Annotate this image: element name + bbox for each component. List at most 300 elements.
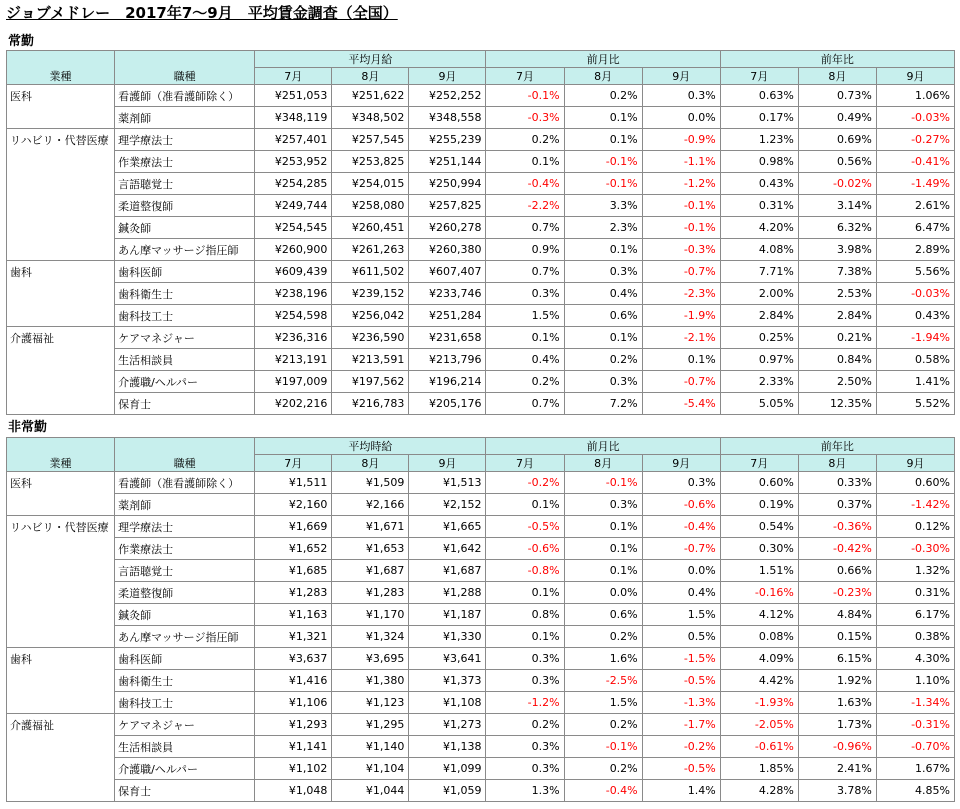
mom-cell: 0.5%	[642, 626, 720, 648]
mom-header: 前月比	[486, 51, 720, 68]
table-row	[7, 327, 955, 349]
mom-cell: 0.2%	[564, 758, 642, 780]
table-row	[7, 261, 955, 283]
wage-cell: ¥257,401	[255, 129, 332, 151]
yoy-cell: 4.42%	[720, 670, 798, 692]
month-header: 8月	[798, 68, 876, 85]
yoy-cell: -0.31%	[876, 714, 954, 736]
wage-cell: ¥3,695	[332, 648, 409, 670]
yoy-cell: 4.30%	[876, 648, 954, 670]
wage-header: 平均時給	[255, 438, 486, 455]
mom-cell: 0.3%	[564, 261, 642, 283]
job-cell: 歯科医師	[115, 261, 255, 283]
yoy-cell: 2.84%	[798, 305, 876, 327]
table-row	[7, 85, 955, 107]
mom-cell: -0.1%	[564, 173, 642, 195]
mom-cell: 0.7%	[486, 261, 564, 283]
mom-cell: -0.4%	[564, 780, 642, 802]
mom-cell: 0.3%	[486, 648, 564, 670]
wage-cell: ¥609,439	[255, 261, 332, 283]
mom-cell: -1.2%	[642, 173, 720, 195]
mom-cell: 0.8%	[486, 604, 564, 626]
mom-cell: -0.1%	[564, 151, 642, 173]
mom-cell: 0.1%	[564, 560, 642, 582]
wage-cell: ¥238,196	[255, 283, 332, 305]
yoy-cell: 2.61%	[876, 195, 954, 217]
mom-cell: 0.1%	[564, 516, 642, 538]
wage-cell: ¥213,191	[255, 349, 332, 371]
wage-cell: ¥1,511	[255, 472, 332, 494]
wage-cell: ¥1,685	[255, 560, 332, 582]
month-header: 7月	[255, 455, 332, 472]
yoy-cell: -0.96%	[798, 736, 876, 758]
yoy-cell: 0.58%	[876, 349, 954, 371]
table-row	[7, 283, 955, 305]
yoy-cell: 4.28%	[720, 780, 798, 802]
wage-cell: ¥251,284	[409, 305, 486, 327]
wage-cell: ¥1,102	[255, 758, 332, 780]
yoy-cell: 0.49%	[798, 107, 876, 129]
wage-cell: ¥231,658	[409, 327, 486, 349]
job-cell: 生活相談員	[115, 736, 255, 758]
wage-cell: ¥1,330	[409, 626, 486, 648]
job-cell: 歯科衛生士	[115, 283, 255, 305]
category-header: 業種	[7, 438, 115, 472]
wage-cell: ¥251,622	[332, 85, 409, 107]
wage-cell: ¥254,285	[255, 173, 332, 195]
wage-cell: ¥1,283	[255, 582, 332, 604]
job-cell: 生活相談員	[115, 349, 255, 371]
mom-cell: -1.7%	[642, 714, 720, 736]
wage-cell: ¥1,106	[255, 692, 332, 714]
mom-cell: 0.2%	[564, 349, 642, 371]
mom-cell: 0.3%	[486, 758, 564, 780]
mom-cell: 0.1%	[564, 538, 642, 560]
yoy-cell: 0.38%	[876, 626, 954, 648]
yoy-cell: 3.98%	[798, 239, 876, 261]
table-row	[7, 582, 955, 604]
mom-cell: 0.3%	[486, 670, 564, 692]
mom-cell: 0.3%	[486, 283, 564, 305]
table-row	[7, 780, 955, 802]
mom-cell: 1.5%	[642, 604, 720, 626]
yoy-cell: 6.15%	[798, 648, 876, 670]
job-cell: 柔道整復師	[115, 582, 255, 604]
yoy-cell: -2.05%	[720, 714, 798, 736]
job-cell: 保育士	[115, 780, 255, 802]
yoy-cell: 0.69%	[798, 129, 876, 151]
wage-cell: ¥255,239	[409, 129, 486, 151]
wage-cell: ¥1,416	[255, 670, 332, 692]
yoy-cell: 6.17%	[876, 604, 954, 626]
mom-cell: 0.2%	[486, 129, 564, 151]
wage-cell: ¥216,783	[332, 393, 409, 415]
wage-cell: ¥1,170	[332, 604, 409, 626]
month-header: 9月	[876, 455, 954, 472]
mom-cell: 1.5%	[564, 692, 642, 714]
yoy-cell: -0.70%	[876, 736, 954, 758]
mom-cell: 0.3%	[564, 371, 642, 393]
mom-cell: -0.1%	[564, 736, 642, 758]
mom-cell: 0.4%	[564, 283, 642, 305]
yoy-cell: 4.20%	[720, 217, 798, 239]
wage-cell: ¥256,042	[332, 305, 409, 327]
job-cell: 歯科衛生士	[115, 670, 255, 692]
yoy-cell: 2.50%	[798, 371, 876, 393]
wage-cell: ¥1,141	[255, 736, 332, 758]
mom-cell: -1.2%	[486, 692, 564, 714]
job-cell: 言語聴覚士	[115, 560, 255, 582]
yoy-cell: 1.51%	[720, 560, 798, 582]
yoy-cell: 1.23%	[720, 129, 798, 151]
job-cell: 鍼灸師	[115, 217, 255, 239]
table-row	[7, 714, 955, 736]
wage-cell: ¥1,293	[255, 714, 332, 736]
mom-cell: -0.7%	[642, 538, 720, 560]
wage-cell: ¥1,687	[409, 560, 486, 582]
wage-cell: ¥1,059	[409, 780, 486, 802]
job-cell: あん摩マッサージ指圧師	[115, 626, 255, 648]
mom-cell: -0.6%	[486, 538, 564, 560]
yoy-cell: 6.47%	[876, 217, 954, 239]
wage-cell: ¥202,216	[255, 393, 332, 415]
wage-cell: ¥257,545	[332, 129, 409, 151]
yoy-cell: -1.93%	[720, 692, 798, 714]
mom-cell: -0.1%	[564, 472, 642, 494]
yoy-cell: 5.52%	[876, 393, 954, 415]
wage-cell: ¥1,380	[332, 670, 409, 692]
job-cell: 薬剤師	[115, 107, 255, 129]
mom-cell: -1.5%	[642, 648, 720, 670]
month-header: 7月	[255, 68, 332, 85]
mom-cell: -2.5%	[564, 670, 642, 692]
wage-cell: ¥607,407	[409, 261, 486, 283]
wage-cell: ¥252,252	[409, 85, 486, 107]
wage-cell: ¥253,952	[255, 151, 332, 173]
yoy-header: 前年比	[720, 438, 954, 455]
wage-cell: ¥257,825	[409, 195, 486, 217]
wage-cell: ¥260,900	[255, 239, 332, 261]
job-cell: 作業療法士	[115, 151, 255, 173]
yoy-cell: 0.43%	[720, 173, 798, 195]
wage-header: 平均月給	[255, 51, 486, 68]
job-cell: 歯科医師	[115, 648, 255, 670]
yoy-cell: 0.08%	[720, 626, 798, 648]
yoy-cell: 0.98%	[720, 151, 798, 173]
mom-cell: 0.3%	[642, 85, 720, 107]
yoy-cell: 2.41%	[798, 758, 876, 780]
mom-cell: 0.3%	[642, 472, 720, 494]
yoy-cell: 0.63%	[720, 85, 798, 107]
wage-cell: ¥2,166	[332, 494, 409, 516]
yoy-cell: -0.16%	[720, 582, 798, 604]
yoy-cell: 1.32%	[876, 560, 954, 582]
category-cell: 歯科	[7, 261, 115, 327]
table-row	[7, 670, 955, 692]
yoy-cell: -0.02%	[798, 173, 876, 195]
job-cell: あん摩マッサージ指圧師	[115, 239, 255, 261]
category-cell: 歯科	[7, 648, 115, 714]
table-row	[7, 239, 955, 261]
wage-cell: ¥249,744	[255, 195, 332, 217]
wage-cell: ¥1,653	[332, 538, 409, 560]
job-header: 職種	[115, 51, 255, 85]
yoy-cell: 5.05%	[720, 393, 798, 415]
wage-cell: ¥1,652	[255, 538, 332, 560]
wage-cell: ¥348,502	[332, 107, 409, 129]
wage-cell: ¥205,176	[409, 393, 486, 415]
wage-cell: ¥1,099	[409, 758, 486, 780]
yoy-cell: 1.92%	[798, 670, 876, 692]
yoy-cell: -0.41%	[876, 151, 954, 173]
mom-cell: 1.5%	[486, 305, 564, 327]
mom-cell: -0.5%	[486, 516, 564, 538]
mom-cell: 0.3%	[486, 736, 564, 758]
job-cell: 看護師（准看護師除く）	[115, 472, 255, 494]
wage-cell: ¥1,044	[332, 780, 409, 802]
mom-cell: -0.2%	[642, 736, 720, 758]
yoy-cell: -1.49%	[876, 173, 954, 195]
month-header: 9月	[642, 68, 720, 85]
mom-cell: -1.3%	[642, 692, 720, 714]
wage-cell: ¥348,558	[409, 107, 486, 129]
wage-cell: ¥1,283	[332, 582, 409, 604]
yoy-cell: 0.43%	[876, 305, 954, 327]
wage-cell: ¥1,665	[409, 516, 486, 538]
wage-cell: ¥611,502	[332, 261, 409, 283]
table-row	[7, 129, 955, 151]
mom-cell: 0.7%	[486, 393, 564, 415]
job-cell: ケアマネジャー	[115, 714, 255, 736]
month-header: 7月	[486, 68, 564, 85]
yoy-header: 前年比	[720, 51, 954, 68]
yoy-cell: 7.38%	[798, 261, 876, 283]
wage-cell: ¥1,123	[332, 692, 409, 714]
yoy-cell: 0.60%	[876, 472, 954, 494]
mom-cell: 0.2%	[486, 714, 564, 736]
yoy-cell: 2.89%	[876, 239, 954, 261]
wage-cell: ¥1,163	[255, 604, 332, 626]
yoy-cell: 0.66%	[798, 560, 876, 582]
category-cell: リハビリ・代替医療	[7, 516, 115, 648]
month-header: 8月	[332, 68, 409, 85]
mom-cell: -0.1%	[642, 217, 720, 239]
wage-cell: ¥197,009	[255, 371, 332, 393]
wage-cell: ¥213,591	[332, 349, 409, 371]
job-cell: 歯科技工士	[115, 305, 255, 327]
mom-cell: 0.6%	[564, 305, 642, 327]
mom-cell: 0.1%	[486, 327, 564, 349]
yoy-cell: -0.23%	[798, 582, 876, 604]
table-row	[7, 195, 955, 217]
mom-cell: -0.4%	[486, 173, 564, 195]
yoy-cell: -0.03%	[876, 283, 954, 305]
mom-cell: -0.3%	[486, 107, 564, 129]
job-cell: 柔道整復師	[115, 195, 255, 217]
mom-cell: -0.1%	[642, 195, 720, 217]
yoy-cell: 0.19%	[720, 494, 798, 516]
mom-cell: -2.2%	[486, 195, 564, 217]
mom-cell: -1.9%	[642, 305, 720, 327]
yoy-cell: 1.73%	[798, 714, 876, 736]
yoy-cell: 0.84%	[798, 349, 876, 371]
mom-cell: -0.3%	[642, 239, 720, 261]
month-header: 9月	[409, 455, 486, 472]
mom-cell: 0.1%	[564, 107, 642, 129]
yoy-cell: 4.85%	[876, 780, 954, 802]
yoy-cell: 0.25%	[720, 327, 798, 349]
yoy-cell: -0.03%	[876, 107, 954, 129]
yoy-cell: -1.42%	[876, 494, 954, 516]
month-header: 9月	[876, 68, 954, 85]
parttime-wage-table	[6, 437, 955, 802]
yoy-cell: -0.30%	[876, 538, 954, 560]
table-row	[7, 604, 955, 626]
mom-cell: 0.2%	[564, 626, 642, 648]
yoy-cell: 1.85%	[720, 758, 798, 780]
job-cell: 看護師（准看護師除く）	[115, 85, 255, 107]
yoy-cell: 0.37%	[798, 494, 876, 516]
mom-cell: 0.2%	[564, 714, 642, 736]
mom-cell: 2.3%	[564, 217, 642, 239]
wage-cell: ¥1,324	[332, 626, 409, 648]
yoy-cell: -1.34%	[876, 692, 954, 714]
category-cell: 介護福祉	[7, 327, 115, 415]
mom-cell: 0.1%	[564, 239, 642, 261]
yoy-cell: 1.06%	[876, 85, 954, 107]
yoy-cell: 0.97%	[720, 349, 798, 371]
yoy-cell: 1.10%	[876, 670, 954, 692]
table-row	[7, 736, 955, 758]
mom-cell: -0.5%	[642, 670, 720, 692]
mom-cell: -0.7%	[642, 261, 720, 283]
mom-cell: 7.2%	[564, 393, 642, 415]
month-header: 8月	[564, 68, 642, 85]
yoy-cell: 4.09%	[720, 648, 798, 670]
job-cell: 介護職/ヘルパー	[115, 371, 255, 393]
category-header: 業種	[7, 51, 115, 85]
yoy-cell: 2.84%	[720, 305, 798, 327]
mom-cell: 0.6%	[564, 604, 642, 626]
yoy-cell: 1.63%	[798, 692, 876, 714]
wage-cell: ¥1,373	[409, 670, 486, 692]
table-row	[7, 758, 955, 780]
mom-cell: -0.7%	[642, 371, 720, 393]
category-cell: リハビリ・代替医療	[7, 129, 115, 261]
wage-cell: ¥196,214	[409, 371, 486, 393]
category-cell: 医科	[7, 85, 115, 129]
wage-cell: ¥253,825	[332, 151, 409, 173]
mom-cell: 0.1%	[486, 582, 564, 604]
wage-cell: ¥260,451	[332, 217, 409, 239]
yoy-cell: 0.60%	[720, 472, 798, 494]
wage-cell: ¥239,152	[332, 283, 409, 305]
mom-cell: 0.1%	[564, 129, 642, 151]
table-row	[7, 626, 955, 648]
wage-cell: ¥1,671	[332, 516, 409, 538]
table-row	[7, 472, 955, 494]
job-cell: 薬剤師	[115, 494, 255, 516]
yoy-cell: 2.00%	[720, 283, 798, 305]
yoy-cell: 1.67%	[876, 758, 954, 780]
job-cell: 作業療法士	[115, 538, 255, 560]
job-cell: ケアマネジャー	[115, 327, 255, 349]
mom-cell: 0.0%	[564, 582, 642, 604]
fulltime-wage-table	[6, 50, 955, 415]
table-row	[7, 173, 955, 195]
mom-cell: -0.4%	[642, 516, 720, 538]
mom-cell: 0.7%	[486, 217, 564, 239]
fulltime-section-label: 常勤	[8, 34, 35, 49]
wage-cell: ¥1,642	[409, 538, 486, 560]
yoy-cell: 4.08%	[720, 239, 798, 261]
mom-cell: -2.3%	[642, 283, 720, 305]
yoy-cell: 0.54%	[720, 516, 798, 538]
yoy-cell: 0.15%	[798, 626, 876, 648]
wage-cell: ¥3,637	[255, 648, 332, 670]
yoy-cell: 0.31%	[876, 582, 954, 604]
mom-cell: 0.3%	[564, 494, 642, 516]
wage-cell: ¥250,994	[409, 173, 486, 195]
yoy-cell: 4.12%	[720, 604, 798, 626]
header-row	[7, 438, 955, 455]
job-cell: 保育士	[115, 393, 255, 415]
month-header: 8月	[564, 455, 642, 472]
yoy-cell: 2.53%	[798, 283, 876, 305]
yoy-cell: 0.73%	[798, 85, 876, 107]
mom-cell: -2.1%	[642, 327, 720, 349]
month-header: 8月	[798, 455, 876, 472]
wage-cell: ¥1,104	[332, 758, 409, 780]
job-cell: 歯科技工士	[115, 692, 255, 714]
yoy-cell: 0.21%	[798, 327, 876, 349]
wage-cell: ¥236,316	[255, 327, 332, 349]
mom-cell: -0.6%	[642, 494, 720, 516]
parttime-section-label: 非常勤	[8, 420, 48, 435]
wage-cell: ¥251,053	[255, 85, 332, 107]
wage-cell: ¥1,295	[332, 714, 409, 736]
job-cell: 理学療法士	[115, 516, 255, 538]
job-cell: 理学療法士	[115, 129, 255, 151]
month-header: 8月	[332, 455, 409, 472]
job-cell: 介護職/ヘルパー	[115, 758, 255, 780]
table-row	[7, 107, 955, 129]
wage-cell: ¥1,321	[255, 626, 332, 648]
yoy-cell: 5.56%	[876, 261, 954, 283]
mom-cell: 0.2%	[486, 371, 564, 393]
mom-cell: 0.1%	[486, 151, 564, 173]
wage-cell: ¥1,669	[255, 516, 332, 538]
yoy-cell: 7.71%	[720, 261, 798, 283]
yoy-cell: -0.36%	[798, 516, 876, 538]
table-row	[7, 648, 955, 670]
wage-cell: ¥254,015	[332, 173, 409, 195]
category-cell: 介護福祉	[7, 714, 115, 802]
yoy-cell: 0.12%	[876, 516, 954, 538]
table-row	[7, 217, 955, 239]
category-cell: 医科	[7, 472, 115, 516]
yoy-cell: 0.30%	[720, 538, 798, 560]
mom-cell: 0.1%	[564, 327, 642, 349]
page-title: ジョブメドレー 2017年7〜9月 平均賃金調査（全国）	[6, 4, 398, 22]
yoy-cell: -1.94%	[876, 327, 954, 349]
wage-cell: ¥1,138	[409, 736, 486, 758]
table-row	[7, 516, 955, 538]
wage-cell: ¥1,273	[409, 714, 486, 736]
table-row	[7, 538, 955, 560]
yoy-cell: 6.32%	[798, 217, 876, 239]
table-row	[7, 494, 955, 516]
